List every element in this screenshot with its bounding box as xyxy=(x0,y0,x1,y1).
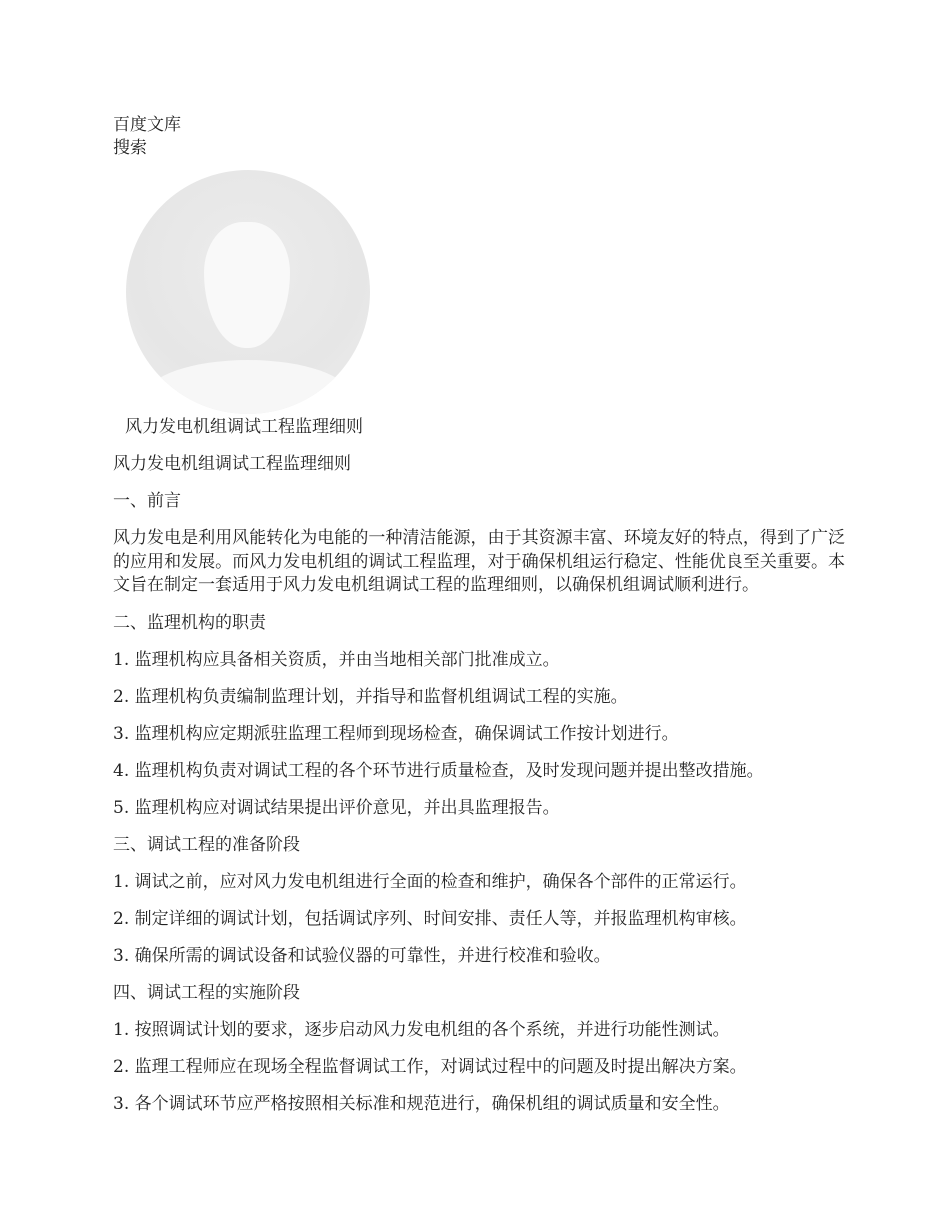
document-title: 风力发电机组调试工程监理细则 xyxy=(113,454,351,474)
section-heading: 三、调试工程的准备阶段 xyxy=(113,834,300,855)
site-name-link[interactable]: 百度文库 xyxy=(113,115,181,135)
list-item: 3. 各个调试环节应严格按照相关标准和规范进行，确保机组的调试质量和安全性。 xyxy=(113,1093,730,1114)
list-item: 1. 监理机构应具备相关资质，并由当地相关部门批准成立。 xyxy=(113,649,560,670)
list-item: 2. 制定详细的调试计划，包括调试序列、时间安排、责任人等，并报监理机构审核。 xyxy=(113,908,747,929)
author-caption: 风力发电机组调试工程监理细则 xyxy=(125,417,363,437)
document-page xyxy=(113,114,845,1116)
list-item: 3. 监理机构应定期派驻监理工程师到现场检查，确保调试工作按计划进行。 xyxy=(113,723,679,744)
section-heading: 二、监理机构的职责 xyxy=(113,612,266,633)
list-item: 3. 确保所需的调试设备和试验仪器的可靠性，并进行校准和验收。 xyxy=(113,945,611,966)
avatar-placeholder-icon xyxy=(126,170,370,414)
list-item: 4. 监理机构负责对调试工程的各个环节进行质量检查，及时发现问题并提出整改措施。 xyxy=(113,760,764,781)
list-item: 5. 监理机构应对调试结果提出评价意见，并出具监理报告。 xyxy=(113,797,560,818)
list-item: 2. 监理工程师应在现场全程监督调试工作，对调试过程中的问题及时提出解决方案。 xyxy=(113,1056,747,1077)
search-link[interactable]: 搜索 xyxy=(113,138,147,158)
section-heading: 四、调试工程的实施阶段 xyxy=(113,982,300,1003)
list-item: 2. 监理机构负责编制监理计划，并指导和监督机组调试工程的实施。 xyxy=(113,686,628,707)
section-heading: 一、前言 xyxy=(113,491,181,511)
list-item: 1. 调试之前，应对风力发电机组进行全面的检查和维护，确保各个部件的正常运行。 xyxy=(113,871,747,892)
list-item: 1. 按照调试计划的要求，逐步启动风力发电机组的各个系统，并进行功能性测试。 xyxy=(113,1019,730,1040)
section-paragraph: 风力发电是利用风能转化为电能的一种清洁能源，由于其资源丰富、环境友好的特点，得到了广泛的应用和发展。而风力发电机组的调试工程监理，对于确保机组运行稳定、性能优良至关重要。本文旨在制定一套适用于风力发电机组调试工程的监理细则，以确保机组调试顺利进行。 xyxy=(113,528,845,595)
